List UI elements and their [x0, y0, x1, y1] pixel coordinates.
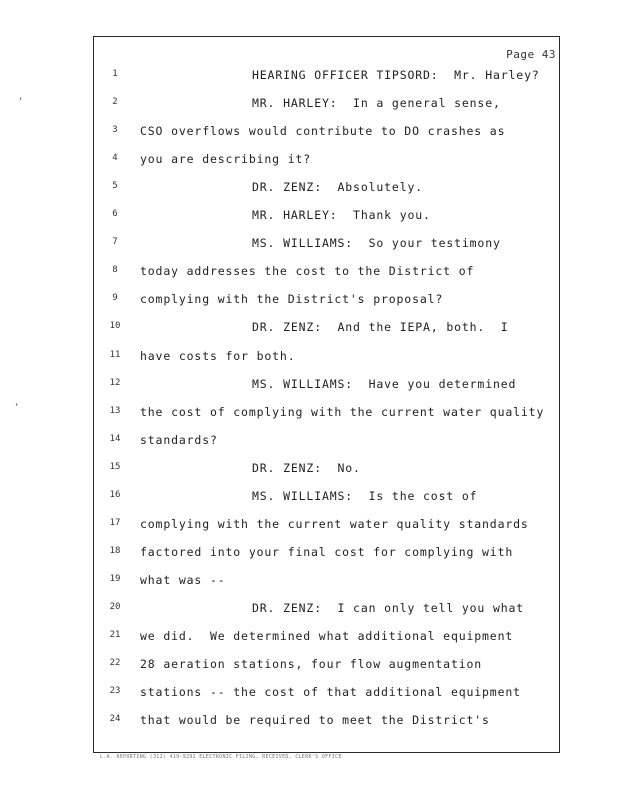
line-number: 1 [112, 69, 118, 79]
line-text: CSO overflows would contribute to DO crashes as [140, 124, 506, 139]
line-number: 19 [109, 573, 121, 584]
line-number: 22 [109, 658, 121, 669]
line-text: complying with the District's proposal? [140, 292, 444, 307]
line-text: MR. HARLEY: Thank you. [252, 208, 431, 223]
page-number: Page 43 [506, 48, 556, 61]
transcript-line [0, 571, 618, 591]
line-number: 11 [109, 349, 121, 360]
transcript-line [0, 487, 618, 507]
line-text: we did. We determined what additional equipment [140, 629, 514, 643]
line-number: 9 [112, 293, 118, 304]
line-number: 24 [109, 714, 121, 725]
line-number: 4 [112, 153, 118, 164]
line-number: 8 [112, 265, 118, 276]
line-number: 10 [109, 321, 121, 332]
transcript-line [0, 178, 618, 198]
page-footer: L.A. REPORTING (312) 419-9292 ELECTRONIC FILING, RECEIVED, CLERK'S OFFICE [100, 754, 342, 760]
transcript-line [0, 94, 618, 114]
line-text: MS. WILLIAMS: Have you determined [252, 376, 517, 391]
line-number: 6 [112, 209, 118, 220]
transcript-line [0, 711, 618, 731]
line-text: MR. HARLEY: In a general sense, [252, 96, 501, 111]
transcript-line [0, 234, 618, 254]
line-text: what was -- [140, 572, 226, 587]
line-text: today addresses the cost to the District of [140, 264, 475, 279]
line-text: you are describing it? [140, 152, 312, 167]
line-number: 2 [112, 97, 118, 108]
transcript-line [0, 403, 618, 423]
line-text: standards? [140, 432, 218, 447]
line-number: 3 [112, 125, 118, 136]
transcript-line [0, 459, 618, 479]
line-number: 20 [109, 601, 121, 612]
line-number: 14 [109, 433, 121, 444]
transcript-line [0, 206, 618, 226]
transcript-line [0, 150, 618, 170]
line-number: 21 [109, 630, 121, 640]
line-text: 28 aeration stations, four flow augmentation [140, 657, 483, 672]
line-number: 18 [109, 545, 121, 556]
line-text: MS. WILLIAMS: Is the cost of [252, 488, 478, 503]
line-text: DR. ZENZ: I can only tell you what [252, 600, 525, 615]
line-text: DR. ZENZ: Absolutely. [252, 180, 424, 195]
transcript-line [0, 683, 618, 703]
transcript-line [0, 262, 618, 282]
line-number: 15 [109, 461, 121, 472]
transcript-line [0, 66, 618, 86]
line-number: 13 [109, 405, 121, 416]
transcript-line [0, 627, 618, 647]
transcript-line [0, 431, 618, 451]
line-text: DR. ZENZ: And the IEPA, both. I [252, 320, 509, 335]
transcript-line [0, 347, 618, 367]
transcript-line [0, 655, 618, 675]
line-text: MS. WILLIAMS: So your testimony [252, 236, 501, 251]
line-number: 7 [112, 237, 118, 248]
line-number: 5 [112, 181, 118, 192]
line-number: 12 [109, 377, 121, 388]
line-text: factored into your final cost for complying with [140, 544, 514, 559]
line-text: the cost of complying with the current water quality [140, 404, 545, 419]
line-text: that would be required to meet the District's [140, 713, 490, 728]
margin-mark: ‚ [14, 398, 20, 408]
transcript-line [0, 290, 618, 310]
line-text: HEARING OFFICER TIPSORD: Mr. Harley? [252, 68, 540, 82]
transcript-line [0, 122, 618, 142]
line-text: complying with the current water quality standards [140, 516, 529, 531]
transcript-line [0, 318, 618, 338]
line-number: 16 [109, 489, 121, 500]
line-number: 23 [109, 686, 121, 697]
transcript-line [0, 375, 618, 395]
transcript-line [0, 599, 618, 619]
line-text: have costs for both. [140, 348, 296, 363]
margin-mark: ‚ [18, 92, 24, 102]
line-number: 17 [109, 517, 121, 528]
transcript-line [0, 543, 618, 563]
line-text: stations -- the cost of that additional equipment [140, 685, 521, 700]
line-text: DR. ZENZ: No. [252, 460, 361, 475]
transcript-line [0, 515, 618, 535]
